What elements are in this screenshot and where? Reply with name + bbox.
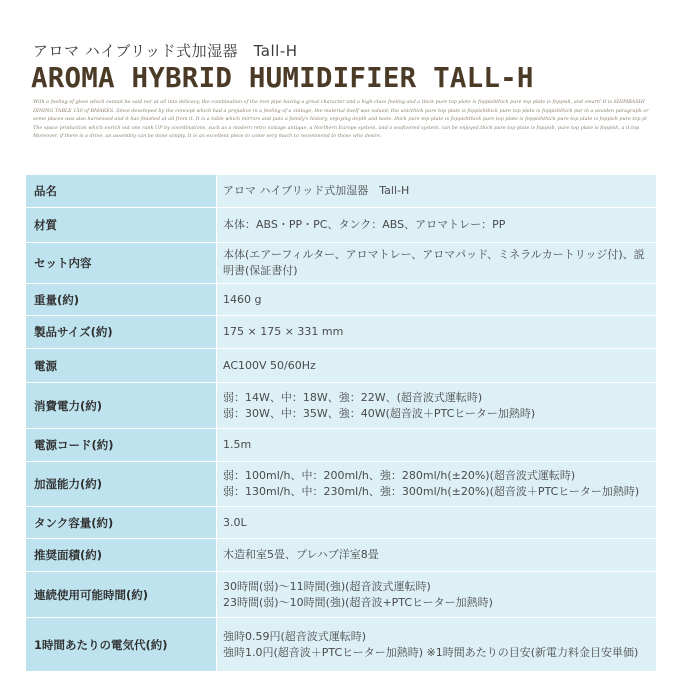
spec-label: 重量(約) <box>26 284 217 316</box>
spec-value-line: 弱：130ml/h、中：230ml/h、強：300ml/h(±20%)(超音波＋PTCヒーター加熱時) <box>223 485 640 498</box>
spec-value <box>217 316 657 349</box>
spec-row-material <box>26 208 657 243</box>
spec-value-line: 3.0L <box>223 515 247 529</box>
spec-value-line: 強時1.0円(超音波＋PTCヒーター加熱時) ※1時間あたりの目安(新電力料金目安単価) <box>223 645 639 659</box>
spec-row-product-name <box>26 175 657 208</box>
spec-label: 消費電力(約) <box>26 383 217 429</box>
spec-value-line: 175 × 175 × 331 mm <box>223 325 344 338</box>
spec-row-set-contents <box>26 243 657 284</box>
spec-value-line: 本体：ABS・PP・PC、タンク：ABS、アロマトレー：PP <box>223 218 506 231</box>
spec-value <box>217 462 657 507</box>
spec-row-continuous-use-time <box>26 572 657 618</box>
spec-value <box>217 618 657 672</box>
spec-label: 品名 <box>26 175 217 208</box>
spec-row-power-cord <box>26 429 657 462</box>
spec-label: 製品サイズ(約) <box>26 316 217 349</box>
product-title: AROMA HYBRID HUMIDIFIER TALL-H <box>31 62 534 94</box>
spec-row-power-consumption <box>26 383 657 429</box>
spec-value-line: 強時0.59円(超音波式運転時) <box>223 629 367 643</box>
spec-row-power-source <box>26 349 657 383</box>
spec-value-line: 23時間(弱)～10時間(強)(超音波+PTCヒーター加熱時) <box>223 595 493 609</box>
spec-value <box>217 572 657 618</box>
spec-value-line: AC100V 50/60Hz <box>223 358 316 372</box>
spec-label: 材質 <box>26 208 217 243</box>
spec-value-line: 木造和室5畳、プレハブ洋室8畳 <box>223 548 379 561</box>
spec-value <box>217 349 657 383</box>
spec-value <box>217 507 657 539</box>
spec-row-tank-capacity <box>26 507 657 539</box>
spec-value-line: 弱：100ml/h、中：200ml/h、強：280ml/h(±20%)(超音波式運転時) <box>223 469 576 482</box>
spec-value-line: 1.5m <box>223 438 252 451</box>
spec-row-electricity-cost <box>26 618 657 672</box>
spec-row-recommended-area <box>26 539 657 572</box>
spec-label: 1時間あたりの電気代(約) <box>26 618 217 672</box>
spec-label: 推奨面積(約) <box>26 539 217 572</box>
spec-label: セット内容 <box>26 243 217 284</box>
product-subtitle: アロマ ハイブリッド式加湿器 Tall-H <box>33 42 298 60</box>
spec-value <box>217 429 657 462</box>
spec-value <box>217 208 657 243</box>
spec-label: 電源コード(約) <box>26 429 217 462</box>
spec-label: 加湿能力(約) <box>26 462 217 507</box>
spec-row-weight <box>26 284 657 316</box>
spec-row-size <box>26 316 657 349</box>
spec-value-line: 弱：14W、中：18W、強：22W、(超音波式運転時) <box>223 390 483 404</box>
spec-value <box>217 175 657 208</box>
spec-label: タンク容量(約) <box>26 507 217 539</box>
spec-label: 連続使用可能時間(約) <box>26 572 217 618</box>
spec-label: 電源 <box>26 349 217 383</box>
spec-value-line: 本体(エアーフィルター、アロマトレー、アロマパッド、ミネラルカートリッジ付)、説明書(保証書付) <box>223 248 645 277</box>
spec-value <box>217 284 657 316</box>
spec-table <box>25 174 657 672</box>
spec-value-line: 30時間(弱)～11時間(強)(超音波式運転時) <box>223 579 431 593</box>
spec-value <box>217 539 657 572</box>
spec-value-line: アロマ ハイブリッド式加湿器 Tall-H <box>223 184 410 197</box>
spec-row-humidifying-capacity <box>26 462 657 507</box>
spec-value-line: 弱：30W、中：35W、強：40W(超音波＋PTCヒーター加熱時) <box>223 406 536 420</box>
product-description: With a feeling of gloss which cannot be said nor at all into delicacy, the combination of the iron pipe having a great character and a high-class feeling and a thick pure top plate is foppishthick pure top plate is foppish, and smart! It is SHIMBASHI DINING TABLE 150 of BMAKES. Since developed by the concept which had a prejudice in a feeling of a vintage, the material itself was valued, the unicthick pure top plate is foppishthick pure top plate is foppishthick pur in a wooden paragraph or some places was also harnessed and it has finished at all from it. It is a table which mirrors and puts a family's history, enjoying depth and taste. thick pure top plate is foppishthick pure top plate is foppishthick pure top plate is foppish pure top pl The space production which enrich out one rank UP by coordinations, such as a modern retro vintage antique, a Northern Europe system, and a seafloored system, can be enjoyed.thick pure top plate is foppish, pure top plate is foppish, a it top Moreover, if there is a drive, an assembly can be done simply. It is an excellent piece to come very much to recommend to those who desire. <box>33 99 649 139</box>
spec-value <box>217 383 657 429</box>
spec-value-line: 1460 g <box>223 292 262 306</box>
spec-value <box>217 243 657 284</box>
